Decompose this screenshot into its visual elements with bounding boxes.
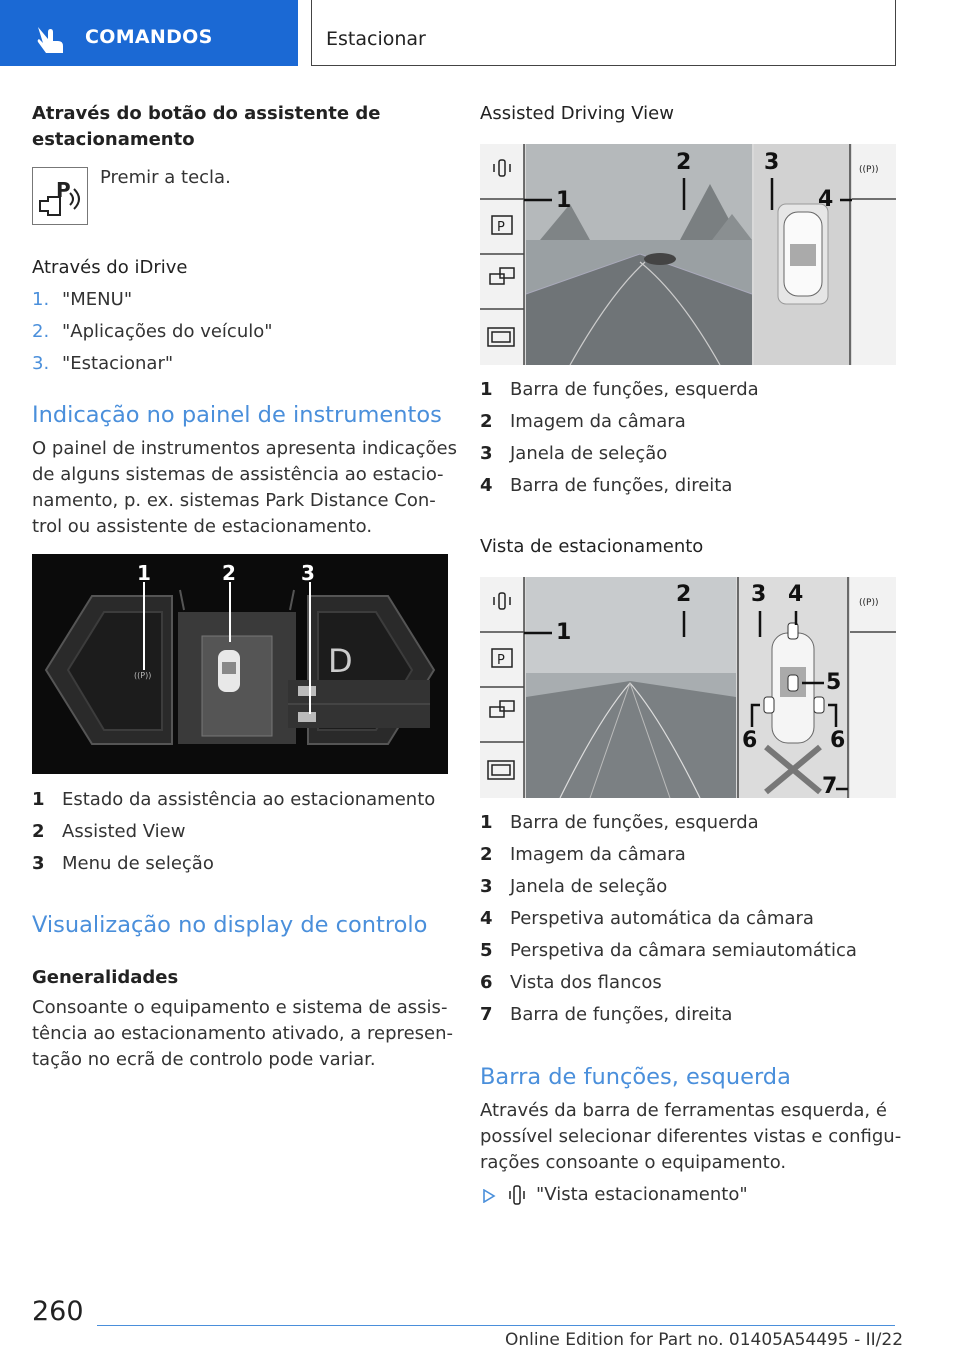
display-title: Visualização no display de controlo bbox=[32, 912, 428, 938]
figure-label: 4 bbox=[818, 187, 834, 212]
footer-edition: Online Edition for Part no. 01405A54495 - II/22 bbox=[505, 1330, 904, 1350]
park-heading: Vista de estacionamento bbox=[480, 536, 704, 557]
legend-num: 5 bbox=[480, 940, 493, 961]
idrive-step-num: 1. bbox=[32, 289, 50, 310]
idrive-step-num: 3. bbox=[32, 353, 50, 374]
legend-text: Barra de funções, direita bbox=[510, 475, 733, 496]
figure-label: 2 bbox=[676, 150, 692, 175]
instrument-cluster-figure bbox=[32, 554, 448, 774]
legend-num: 4 bbox=[480, 908, 493, 929]
figure-label: 3 bbox=[751, 582, 767, 607]
general-heading: Generalidades bbox=[32, 967, 179, 988]
figure-label: 5 bbox=[826, 670, 842, 695]
svg-text:((P)): ((P)) bbox=[859, 598, 879, 608]
legend-text: Perspetiva da câmara semiautomática bbox=[510, 940, 857, 961]
legend-num: 3 bbox=[480, 876, 493, 897]
legend-text: Janela de seleção bbox=[510, 443, 668, 464]
leftbar-title: Barra de funções, esquerda bbox=[480, 1064, 791, 1090]
svg-text:D: D bbox=[328, 642, 353, 680]
legend-text: Menu de seleção bbox=[62, 853, 214, 874]
instrument-title: Indicação no painel de instrumentos bbox=[32, 402, 442, 428]
svg-text:((P)): ((P)) bbox=[134, 671, 152, 680]
chapter-label: Estacionar bbox=[326, 28, 426, 50]
figure-label: 2 bbox=[676, 582, 692, 607]
svg-text:P: P bbox=[497, 220, 505, 235]
bullet-text: "Vista estacionamento" bbox=[536, 1184, 748, 1205]
general-para-line: Consoante o equipamento e sistema de assis‐ bbox=[32, 997, 448, 1018]
legend-num: 2 bbox=[480, 844, 493, 865]
legend-num: 6 bbox=[480, 972, 493, 993]
legend-num: 3 bbox=[480, 443, 493, 464]
legend-num: 2 bbox=[480, 411, 493, 432]
leftbar-para-line: Através da barra de ferramentas esquerda, é bbox=[480, 1100, 887, 1121]
idrive-step-num: 2. bbox=[32, 321, 50, 342]
general-para-line: tência ao estacionamento ativado, a represen‐ bbox=[32, 1023, 453, 1044]
legend-text: Janela de seleção bbox=[510, 876, 668, 897]
instrument-para-line: O painel de instrumentos apresenta indicações bbox=[32, 438, 457, 459]
svg-text:P: P bbox=[56, 178, 71, 202]
legend-num: 3 bbox=[32, 853, 45, 874]
button-heading-line2: estacionamento bbox=[32, 129, 195, 150]
figure-label: 1 bbox=[137, 561, 151, 585]
press-key-text: Premir a tecla. bbox=[100, 167, 231, 188]
legend-num: 4 bbox=[480, 475, 493, 496]
figure-label: 7 bbox=[822, 774, 838, 799]
legend-text: Estado da assistência ao estacionamento bbox=[62, 789, 436, 810]
figure-label: 3 bbox=[301, 561, 315, 585]
section-label: COMANDOS bbox=[85, 26, 213, 48]
figure-label: 6 bbox=[830, 728, 846, 753]
park-assist-button-icon bbox=[32, 167, 88, 225]
legend-text: Perspetiva automática da câmara bbox=[510, 908, 814, 929]
legend-num: 7 bbox=[480, 1004, 493, 1025]
legend-text: Vista dos flancos bbox=[510, 972, 662, 993]
svg-text:((P)): ((P)) bbox=[859, 165, 879, 175]
idrive-step-text: "MENU" bbox=[62, 289, 133, 310]
instrument-para-line: trol ou assistente de estacionamento. bbox=[32, 516, 373, 537]
idrive-step-text: "Aplicações do veículo" bbox=[62, 321, 273, 342]
legend-text: Imagem da câmara bbox=[510, 844, 686, 865]
figure-label: 1 bbox=[556, 188, 572, 213]
assisted-driving-view-figure bbox=[480, 144, 896, 365]
legend-num: 1 bbox=[32, 789, 45, 810]
chapter-box bbox=[311, 0, 896, 66]
leftbar-para-line: possível selecionar diferentes vistas e configu‐ bbox=[480, 1126, 902, 1147]
figure-label: 6 bbox=[742, 728, 758, 753]
idrive-heading: Através do iDrive bbox=[32, 257, 188, 278]
svg-text:P: P bbox=[497, 653, 505, 668]
button-heading-line1: Através do botão do assistente de bbox=[32, 103, 381, 124]
figure-label: 4 bbox=[788, 582, 804, 607]
hand-pointer-icon bbox=[34, 24, 66, 54]
legend-text: Assisted View bbox=[62, 821, 186, 842]
general-para-line: tação no ecrã de controlo pode variar. bbox=[32, 1049, 376, 1070]
figure-label: 2 bbox=[222, 561, 236, 585]
legend-text: Barra de funções, esquerda bbox=[510, 812, 759, 833]
adv-heading: Assisted Driving View bbox=[480, 103, 674, 124]
legend-text: Barra de funções, esquerda bbox=[510, 379, 759, 400]
page-number: 260 bbox=[32, 1296, 84, 1327]
figure-label: 3 bbox=[764, 150, 780, 175]
instrument-para-line: de alguns sistemas de assistência ao estacio‐ bbox=[32, 464, 444, 485]
bullet-triangle-icon bbox=[482, 1189, 496, 1203]
footer-divider bbox=[97, 1325, 895, 1326]
section-tab bbox=[0, 0, 298, 66]
legend-num: 1 bbox=[480, 379, 493, 400]
legend-num: 1 bbox=[480, 812, 493, 833]
parking-view-icon bbox=[508, 1183, 526, 1207]
figure-label: 1 bbox=[556, 620, 572, 645]
leftbar-para-line: rações consoante o equipamento. bbox=[480, 1152, 787, 1173]
legend-text: Barra de funções, direita bbox=[510, 1004, 733, 1025]
legend-num: 2 bbox=[32, 821, 45, 842]
instrument-para-line: namento, p. ex. sistemas Park Distance Con‐ bbox=[32, 490, 436, 511]
idrive-step-text: "Estacionar" bbox=[62, 353, 174, 374]
legend-text: Imagem da câmara bbox=[510, 411, 686, 432]
